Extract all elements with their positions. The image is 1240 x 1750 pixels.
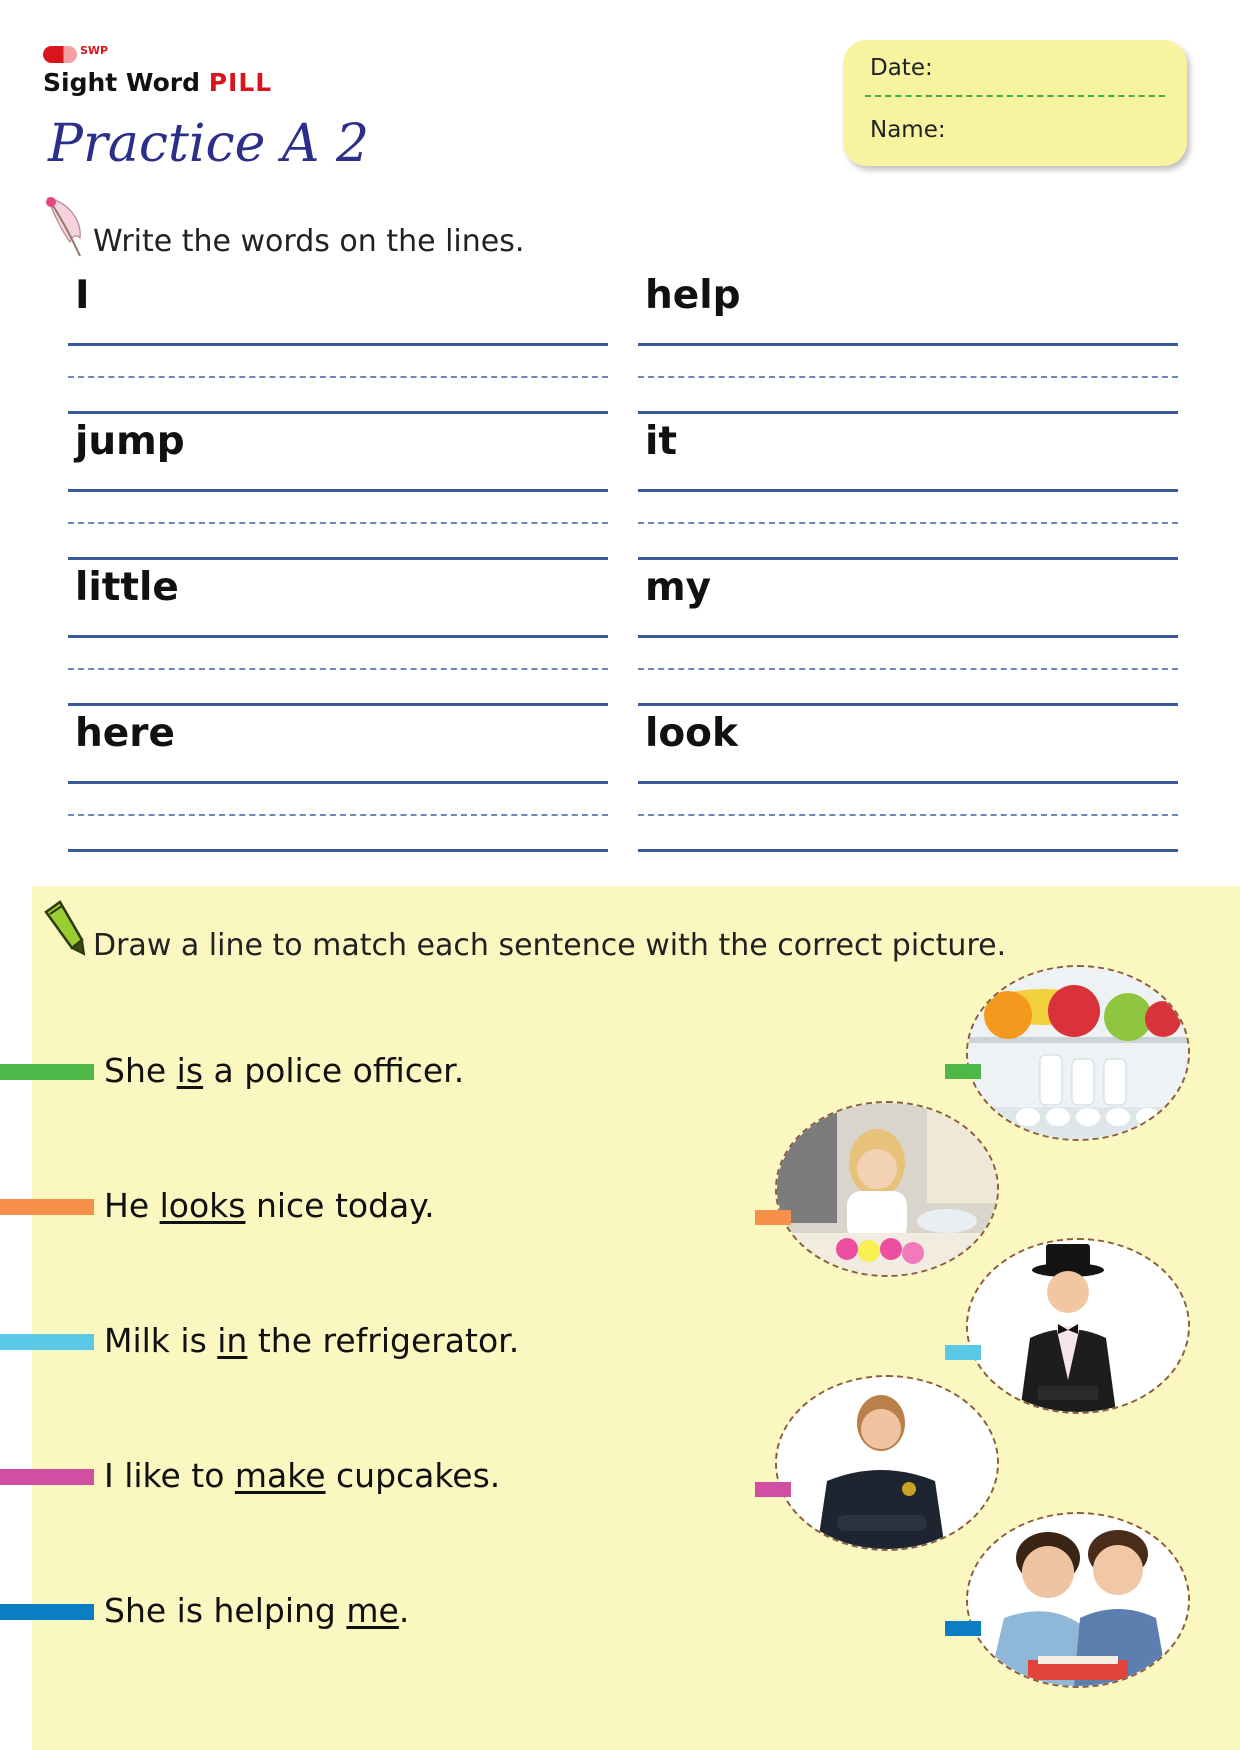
sentence-color-bar	[0, 1469, 94, 1485]
date-name-divider	[865, 95, 1165, 97]
base-line	[68, 557, 608, 560]
name-label: Name:	[870, 117, 946, 143]
police-officer-photo	[775, 1375, 999, 1551]
brand-name	[43, 68, 272, 97]
sight-word-underlined: looks	[159, 1186, 246, 1225]
sight-word: here	[75, 711, 175, 756]
top-line	[68, 635, 608, 638]
base-line	[638, 849, 1178, 852]
base-line	[68, 849, 608, 852]
base-line	[68, 411, 608, 414]
writing-row-7	[68, 712, 608, 858]
highlighter-marker-icon	[42, 900, 88, 960]
picture-color-tag	[945, 1621, 981, 1636]
writing-row-8	[638, 712, 1178, 858]
writing-row-1	[68, 274, 608, 420]
match-sentence-5	[104, 1591, 409, 1630]
match-instruction: Draw a line to match each sentence with the correct picture.	[93, 928, 1007, 963]
top-line	[638, 343, 1178, 346]
brand-name-accent: PILL	[208, 68, 273, 97]
sight-word-underlined: me	[346, 1591, 399, 1630]
sentence-color-bar	[0, 1604, 94, 1620]
sentence-text: a police officer.	[203, 1051, 465, 1090]
picture-color-tag	[755, 1210, 791, 1225]
write-instruction: Write the words on the lines.	[93, 224, 525, 259]
girl-baking-cupcakes-photo-icon	[777, 1103, 997, 1275]
mid-dashed-line	[68, 376, 608, 378]
brand-name-text: Sight Word	[43, 68, 209, 97]
mid-dashed-line	[638, 814, 1178, 816]
writing-row-4	[638, 420, 1178, 566]
refrigerator-food-photo-icon	[968, 967, 1188, 1139]
sentence-text: He	[104, 1186, 160, 1225]
police-officer-photo-icon	[777, 1377, 997, 1549]
match-sentence-1	[104, 1051, 464, 1090]
sight-word: little	[75, 565, 179, 610]
top-line	[638, 635, 1178, 638]
mid-dashed-line	[68, 522, 608, 524]
picture-color-tag	[945, 1064, 981, 1079]
refrigerator-food-photo	[966, 965, 1190, 1141]
sight-word-underlined: in	[217, 1321, 248, 1360]
sentence-text: Milk is	[104, 1321, 218, 1360]
boys-writing-photo-icon	[968, 1514, 1188, 1686]
date-label: Date:	[870, 55, 933, 81]
sentence-text: .	[398, 1591, 410, 1630]
picture-color-tag	[945, 1345, 981, 1360]
base-line	[68, 703, 608, 706]
mid-dashed-line	[638, 522, 1178, 524]
writing-row-6	[638, 566, 1178, 712]
sentence-text: She is helping	[104, 1591, 347, 1630]
sight-word: I	[75, 273, 90, 318]
base-line	[638, 703, 1178, 706]
picture-color-tag	[755, 1482, 791, 1497]
mid-dashed-line	[638, 668, 1178, 670]
boys-writing-photo	[966, 1512, 1190, 1688]
feather-quill-icon	[42, 194, 90, 260]
sentence-text: the refrigerator.	[247, 1321, 520, 1360]
sentence-color-bar	[0, 1334, 94, 1350]
page-title: Practice A 2	[48, 114, 370, 174]
sentence-text: nice today.	[245, 1186, 435, 1225]
writing-row-3	[68, 420, 608, 566]
match-sentence-3	[104, 1321, 519, 1360]
top-line	[638, 489, 1178, 492]
pill-logo-icon	[43, 46, 77, 63]
base-line	[638, 557, 1178, 560]
sight-word: look	[645, 711, 738, 756]
sight-word-underlined: is	[176, 1051, 204, 1090]
mid-dashed-line	[638, 376, 1178, 378]
base-line	[638, 411, 1178, 414]
boy-in-tuxedo-photo	[966, 1238, 1190, 1414]
sight-word: help	[645, 273, 741, 318]
mid-dashed-line	[68, 814, 608, 816]
top-line	[68, 781, 608, 784]
sentence-color-bar	[0, 1199, 94, 1215]
sight-word: jump	[75, 419, 185, 464]
match-sentence-4	[104, 1456, 500, 1495]
date-name-box	[843, 40, 1187, 166]
brand-badge: SWP	[80, 44, 109, 57]
writing-row-2	[638, 274, 1178, 420]
sentence-text: She	[104, 1051, 177, 1090]
top-line	[68, 343, 608, 346]
top-line	[68, 489, 608, 492]
girl-baking-cupcakes-photo	[775, 1101, 999, 1277]
mid-dashed-line	[68, 668, 608, 670]
top-line	[638, 781, 1178, 784]
writing-row-5	[68, 566, 608, 712]
sentence-text: cupcakes.	[325, 1456, 501, 1495]
boy-in-tuxedo-photo-icon	[968, 1240, 1188, 1412]
sight-word: it	[645, 419, 678, 464]
sentence-text: I like to	[104, 1456, 235, 1495]
sight-word: my	[645, 565, 712, 610]
sight-word-underlined: make	[234, 1456, 326, 1495]
match-sentence-2	[104, 1186, 435, 1225]
sentence-color-bar	[0, 1064, 94, 1080]
